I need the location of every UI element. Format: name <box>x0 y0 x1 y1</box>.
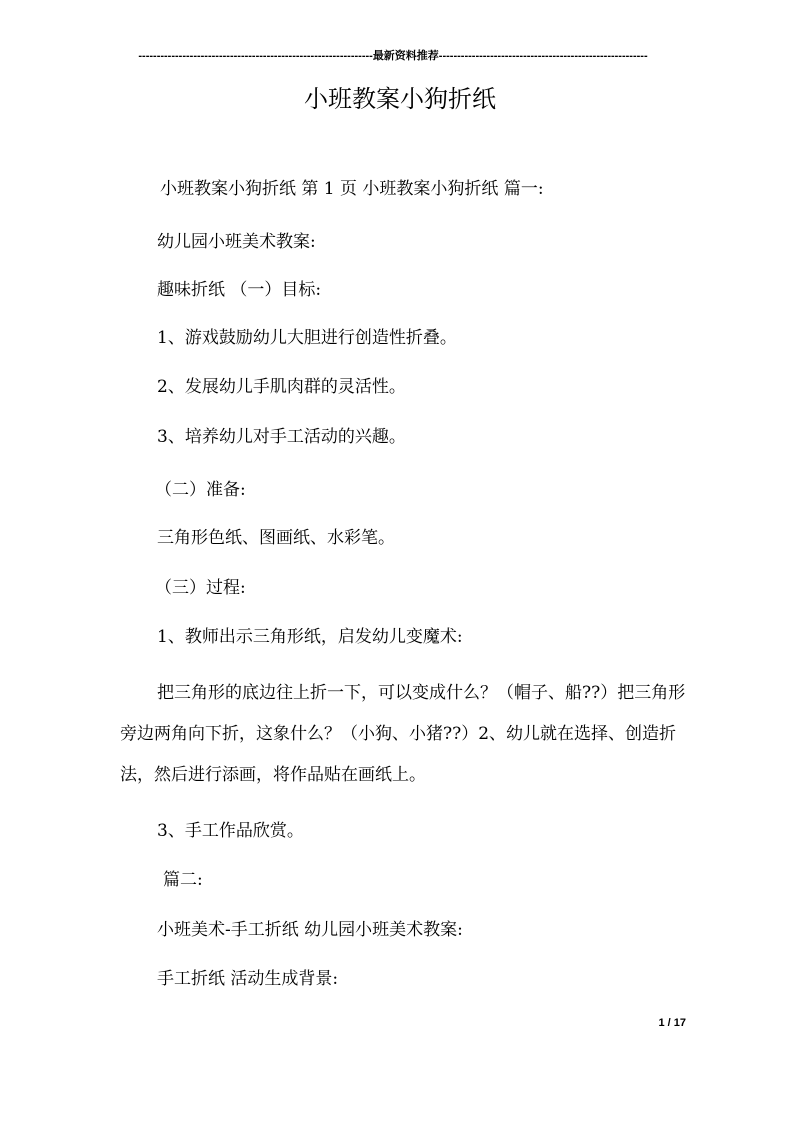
section-heading: 篇二: <box>163 870 203 890</box>
paragraph: 3、培养幼儿对手工活动的兴趣。 <box>157 427 406 447</box>
paragraph-multiline: 把三角形的底边往上折一下，可以变成什么？（帽子、船??）把三角形旁边两角向下折，这象什么？（小狗、小猪??）2、幼儿就在选择、创造折法，然后进行添画，将作品贴在画纸上。 <box>120 683 686 785</box>
paragraph: 小班美术-手工折纸 幼儿园小班美术教案: <box>157 920 463 940</box>
paragraph: 2、发展幼儿手肌肉群的灵活性。 <box>157 377 406 397</box>
paragraph: 1、教师出示三角形纸，启发幼儿变魔术: <box>157 627 463 647</box>
paragraph: 3、手工作品欣赏。 <box>157 821 304 841</box>
page-header: ----------------------------------------------------------------最新资料推荐--------------------------------------------------------- <box>138 50 648 62</box>
page-number: 1 / 17 <box>658 1017 686 1029</box>
document-title: 小班教案小狗折纸 <box>304 85 496 113</box>
paragraph: 1、游戏鼓励幼儿大胆进行创造性折叠。 <box>157 328 457 348</box>
paragraph-intro: 小班教案小狗折纸 第 1 页 小班教案小狗折纸 篇一: <box>160 179 544 199</box>
paragraph: 幼儿园小班美术教案: <box>157 232 316 252</box>
paragraph: 趣味折纸 （一）目标: <box>157 280 322 300</box>
section-heading: （二）准备: <box>155 480 246 500</box>
paragraph: 手工折纸 活动生成背景: <box>157 969 339 989</box>
paragraph: 三角形色纸、图画纸、水彩笔。 <box>157 528 395 548</box>
section-heading: （三）过程: <box>155 578 246 598</box>
